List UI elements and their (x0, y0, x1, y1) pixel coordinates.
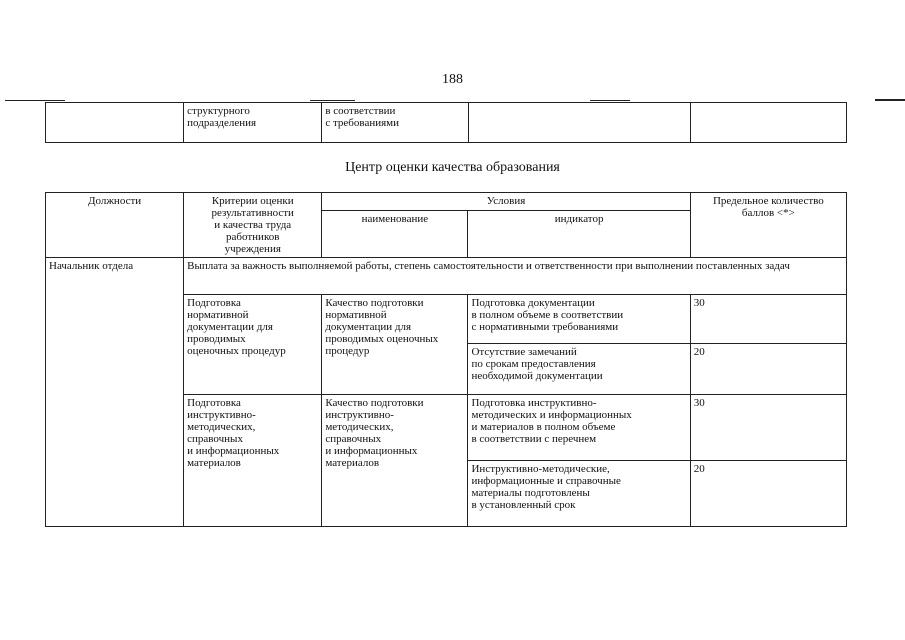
cell-payment-description: Выплата за важность выполняемой работы, степень самостоятельности и ответственности при выполнении поставленных задач (184, 258, 847, 295)
header-criteria: Критерии оценки результативности и качества труда работников учреждения (184, 193, 322, 258)
cell-criterion: Подготовка инструктивно- методических, справочных и информационных материалов (184, 395, 322, 527)
fragment-cell-name: в соответствии с требованиями (322, 103, 468, 143)
cell-position: Начальник отдела (46, 258, 184, 527)
cell-points: 20 (690, 344, 846, 395)
criteria-table (45, 192, 847, 527)
header-position: Должности (46, 193, 184, 258)
fragment-cell-points (690, 103, 846, 143)
cell-points: 30 (690, 395, 846, 461)
cell-points: 20 (690, 461, 846, 527)
scan-line-left (5, 100, 65, 101)
scan-line-far-right (875, 99, 905, 101)
scan-line-right (590, 100, 630, 101)
fragment-cell-criteria: структурного подразделения (184, 103, 322, 143)
scan-line-center (310, 100, 355, 101)
cell-indicator: Подготовка инструктивно- методических и информационных и материалов в полном объеме в соответствии с перечнем (468, 395, 690, 461)
continued-table-fragment (45, 102, 847, 143)
cell-points: 30 (690, 295, 846, 344)
fragment-cell-indicator (468, 103, 690, 143)
header-indicator: индикатор (468, 211, 690, 258)
header-max-points: Предельное количество баллов <*> (690, 193, 846, 258)
cell-name: Качество подготовки инструктивно- методических, справочных и информационных материалов (322, 395, 468, 527)
table-row (46, 103, 847, 143)
header-row (46, 193, 847, 211)
fragment-cell-position (46, 103, 184, 143)
cell-name: Качество подготовки нормативной документации для проводимых оценочных процедур (322, 295, 468, 395)
header-conditions: Условия (322, 193, 690, 211)
cell-indicator: Отсутствие замечаний по срокам предоставления необходимой документации (468, 344, 690, 395)
cell-indicator: Инструктивно-методические, информационные и справочные материалы подготовлены в установленный срок (468, 461, 690, 527)
page-number: 188 (442, 72, 463, 87)
table-row (46, 258, 847, 295)
header-name: наименование (322, 211, 468, 258)
cell-criterion: Подготовка нормативной документации для проводимых оценочных процедур (184, 295, 322, 395)
cell-indicator: Подготовка документации в полном объеме в соответствии с нормативными требованиями (468, 295, 690, 344)
section-title: Центр оценки качества образования (345, 160, 560, 175)
